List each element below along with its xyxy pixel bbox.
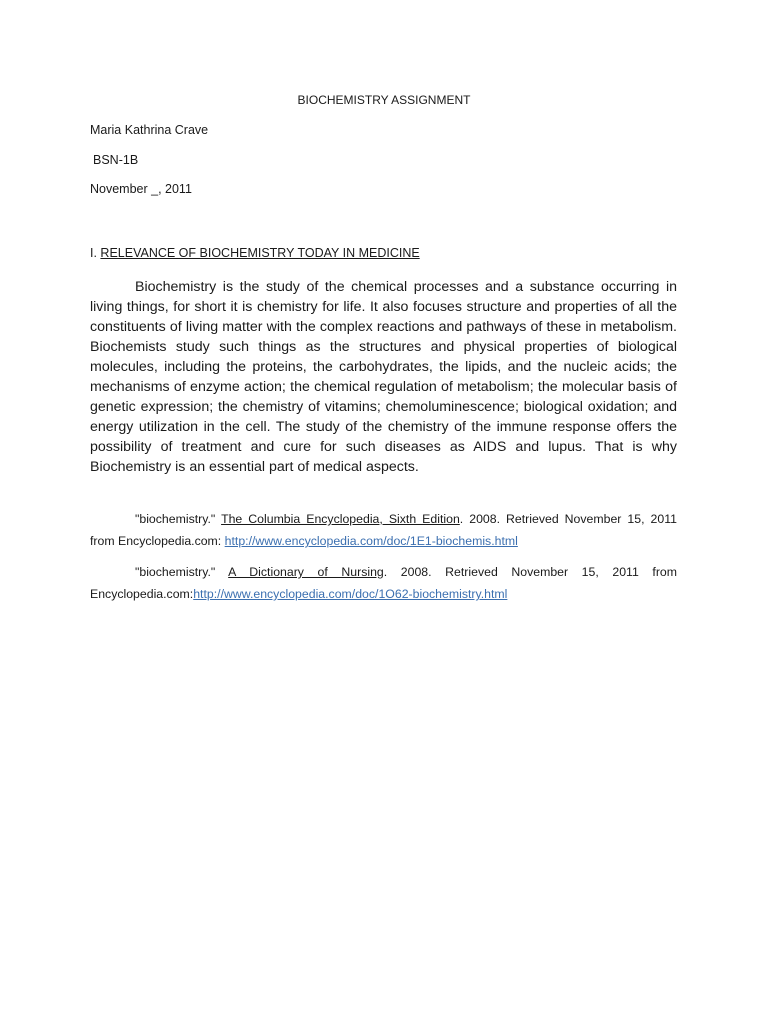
- class-section: BSN-1B: [93, 153, 139, 167]
- reference-quote: "biochemistry.": [135, 512, 222, 526]
- section-heading: [90, 245, 420, 261]
- reference-entry: [90, 561, 677, 605]
- body-paragraph: Biochemistry is the study of the chemical processes and a substance occurring in living things, for short it is chemistry for life. It also focuses structure and properties of all the constituents of living matter with the complex reactions and pathways of these in metabolism. Biochemists study such things as the structures and physical properties of biological molecules, including the proteins, the carbohydrates, the lipids, and the nucleic acids; the mechanisms of enzyme action; the chemical regulation of metabolism; the molecular basis of genetic expression; the chemistry of vitamins; chemoluminescence; biological oxidation; and energy utilization in the cell. The study of the chemistry of the immune response offers the possibility of treatment and cure for such diseases as AIDS and lupus. That is why Biochemistry is an essential part of medical aspects.: [90, 279, 677, 475]
- reference-link[interactable]: http://www.encyclopedia.com/doc/1E1-biochemis.html: [224, 534, 518, 548]
- reference-source-title: The Columbia Encyclopedia, Sixth Edition: [221, 512, 460, 526]
- reference-retrieved-text: . 2008. Retrieved November 15, 2011 from Encyclopedia.com:: [90, 565, 678, 601]
- reference-quote: "biochemistry.": [135, 565, 229, 579]
- reference-retrieved-text: . 2008. Retrieved November 15, 2011 from Encyclopedia.com:: [90, 512, 677, 548]
- reference-source-title: A Dictionary of Nursing: [228, 565, 384, 579]
- document-title: BIOCHEMISTRY ASSIGNMENT: [297, 93, 471, 107]
- section-heading-number: I.: [90, 246, 101, 260]
- author-name: Maria Kathrina Crave: [90, 123, 209, 137]
- document-date: November _, 2011: [90, 182, 192, 196]
- reference-link[interactable]: http://www.encyclopedia.com/doc/1O62-biochemistry.html: [193, 587, 508, 601]
- reference-entry: [90, 508, 677, 552]
- section-heading-text: RELEVANCE OF BIOCHEMISTRY TODAY IN MEDICINE: [100, 246, 420, 260]
